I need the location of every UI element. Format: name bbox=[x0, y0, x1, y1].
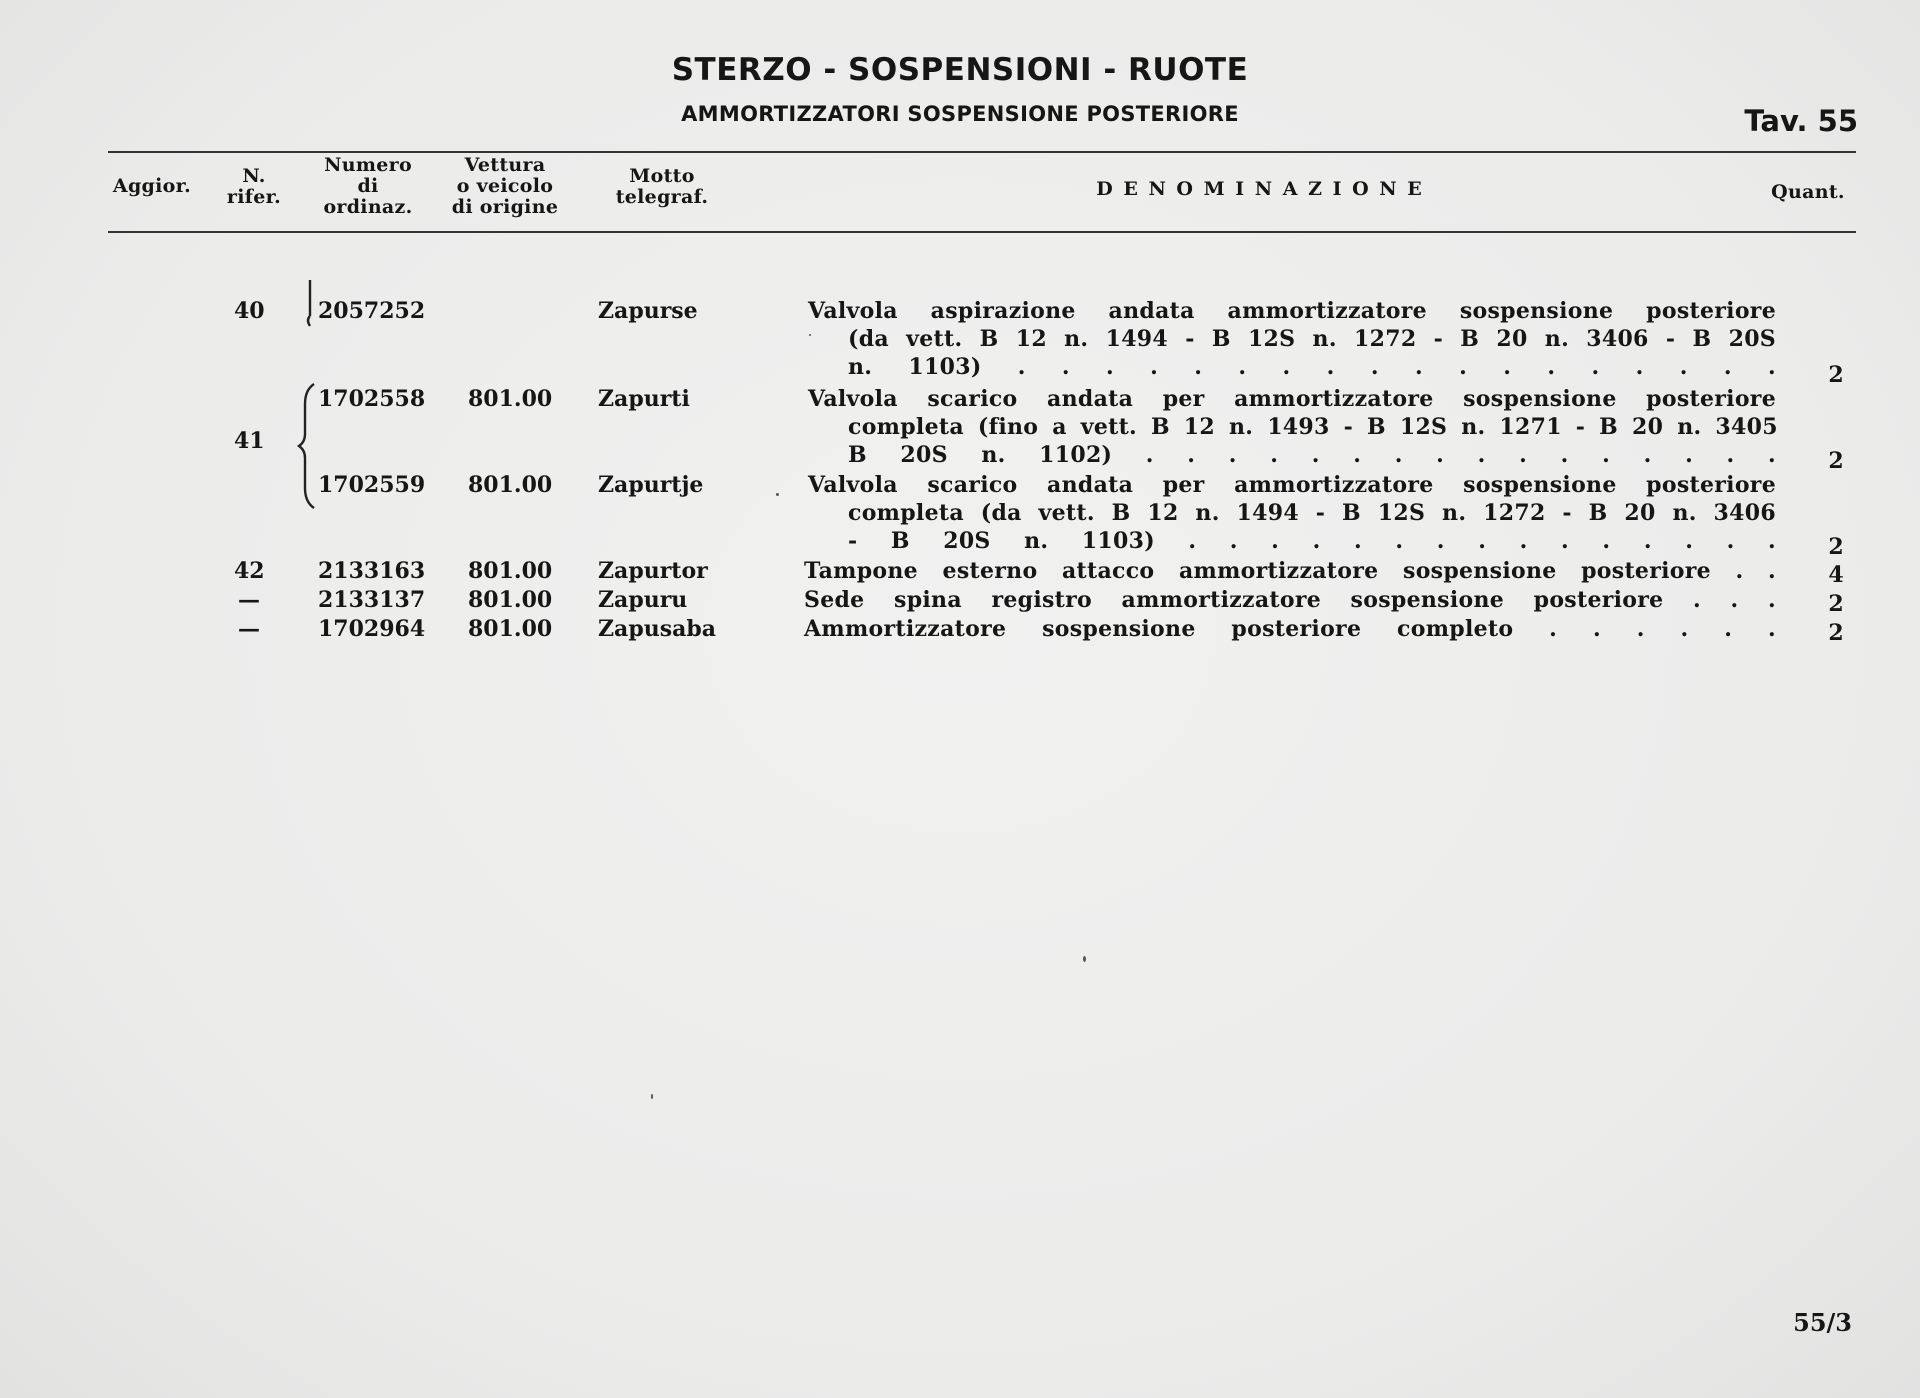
row-description-line: Valvola scarico andata per ammortizzatore sospensione posteriore bbox=[808, 386, 1776, 412]
row-description-line: completa (fino a vett. B 12 n. 1493 - B 12S n. 1271 - B 20 n. 3405 bbox=[848, 414, 1778, 440]
row-part-number: 2057252 bbox=[318, 298, 426, 324]
row-quantity: 4 bbox=[1828, 562, 1844, 588]
row-vettura: 801.00 bbox=[468, 616, 553, 642]
row-vettura: 801.00 bbox=[468, 472, 553, 498]
group-brace-41 bbox=[296, 382, 318, 510]
col-header-denominazione-text: D E N O M I N A Z I O N E bbox=[1096, 178, 1424, 200]
row-vettura: 801.00 bbox=[468, 558, 553, 584]
page-number: 55/3 bbox=[1793, 1308, 1852, 1337]
row-quantity: 2 bbox=[1828, 591, 1844, 617]
row-rif: 41 bbox=[234, 428, 265, 454]
row-description-line: Valvola scarico andata per ammortizzatore sospensione posteriore bbox=[808, 472, 1776, 498]
row-motto: Zapurtor bbox=[598, 558, 708, 584]
col-header-aggior-text: Aggior. bbox=[112, 175, 192, 197]
row-description bbox=[808, 471, 1776, 555]
row-motto: Zapurtje bbox=[598, 472, 704, 498]
row-rif: — bbox=[238, 616, 260, 642]
row-part-number: 1702559 bbox=[318, 472, 426, 498]
col-header-numero-line: Numero bbox=[324, 154, 412, 176]
group-bracket-40 bbox=[302, 278, 316, 330]
row-description bbox=[804, 586, 1776, 614]
col-header-motto-line: Motto bbox=[629, 165, 695, 187]
header-bottom-rule bbox=[108, 231, 1856, 233]
row-vettura: 801.00 bbox=[468, 386, 553, 412]
row-description-line: n. 1103) . . . . . . . . . . . . . . . . . . bbox=[848, 354, 1776, 380]
col-header-quant-text: Quant. bbox=[1771, 181, 1845, 203]
row-motto: Zapuru bbox=[598, 587, 688, 613]
row-part-number: 2133137 bbox=[318, 587, 426, 613]
scan-speck bbox=[1083, 956, 1086, 962]
row-description-line: completa (da vett. B 12 n. 1494 - B 12S n. 1272 - B 20 n. 3406 bbox=[848, 500, 1776, 526]
row-quantity: 2 bbox=[1828, 620, 1844, 646]
col-header-motto-line: telegraf. bbox=[615, 186, 709, 208]
scan-speck bbox=[651, 1094, 653, 1099]
col-header-aggior bbox=[104, 176, 200, 197]
col-header-vettura-line: di origine bbox=[451, 196, 559, 218]
row-rif: 42 bbox=[234, 558, 265, 584]
row-description-line: - B 20S n. 1103) . . . . . . . . . . . . . . . bbox=[848, 528, 1776, 554]
row-quantity: 2 bbox=[1828, 448, 1844, 474]
row-description bbox=[808, 385, 1776, 469]
row-motto: Zapurse bbox=[598, 298, 698, 324]
col-header-numero-line: di bbox=[357, 175, 379, 197]
col-header-nrif-line: rifer. bbox=[226, 186, 282, 208]
page-subtitle: AMMORTIZZATORI SOSPENSIONE POSTERIORE bbox=[681, 102, 1239, 126]
col-header-vettura-line: Vettura bbox=[464, 154, 546, 176]
row-quantity: 2 bbox=[1828, 534, 1844, 560]
plate-number: Tav. 55 bbox=[1744, 104, 1858, 138]
page-title: STERZO - SOSPENSIONI - RUOTE bbox=[671, 52, 1249, 88]
col-header-motto bbox=[600, 166, 724, 208]
row-part-number: 1702558 bbox=[318, 386, 426, 412]
row-description bbox=[808, 297, 1776, 381]
row-quantity: 2 bbox=[1828, 362, 1844, 388]
col-header-nrif-line: N. bbox=[242, 165, 266, 187]
col-header-denominazione bbox=[1000, 179, 1520, 200]
col-header-nrif bbox=[218, 166, 290, 208]
col-header-quant bbox=[1760, 182, 1856, 203]
scan-speck bbox=[776, 493, 779, 496]
row-vettura: 801.00 bbox=[468, 587, 553, 613]
row-description-line: Sede spina registro ammortizzatore sospensione posteriore . . . bbox=[804, 587, 1776, 613]
row-motto: Zapurti bbox=[598, 386, 690, 412]
row-part-number: 1702964 bbox=[318, 616, 426, 642]
row-rif: — bbox=[238, 587, 260, 613]
col-header-numero-line: ordinaz. bbox=[323, 196, 413, 218]
header-top-rule bbox=[108, 151, 1856, 153]
row-motto: Zapusaba bbox=[598, 616, 716, 642]
col-header-vettura bbox=[436, 155, 574, 218]
row-description-line: Ammortizzatore sospensione posteriore completo . . . . . . bbox=[804, 616, 1776, 642]
col-header-vettura-line: o veicolo bbox=[456, 175, 554, 197]
row-rif: 40 bbox=[234, 298, 265, 324]
row-description-line: B 20S n. 1102) . . . . . . . . . . . . . . . . bbox=[848, 442, 1776, 468]
scan-speck bbox=[809, 334, 811, 336]
row-description-line: Tampone esterno attacco ammortizzatore sospensione posteriore . . bbox=[804, 558, 1776, 584]
col-header-numero bbox=[308, 155, 428, 218]
row-description-line: Valvola aspirazione andata ammortizzatore sospensione posteriore bbox=[808, 298, 1776, 324]
row-description-line: (da vett. B 12 n. 1494 - B 12S n. 1272 - B 20 n. 3406 - B 20S bbox=[848, 326, 1776, 352]
row-description bbox=[804, 615, 1776, 643]
row-description bbox=[804, 557, 1776, 585]
row-part-number: 2133163 bbox=[318, 558, 426, 584]
